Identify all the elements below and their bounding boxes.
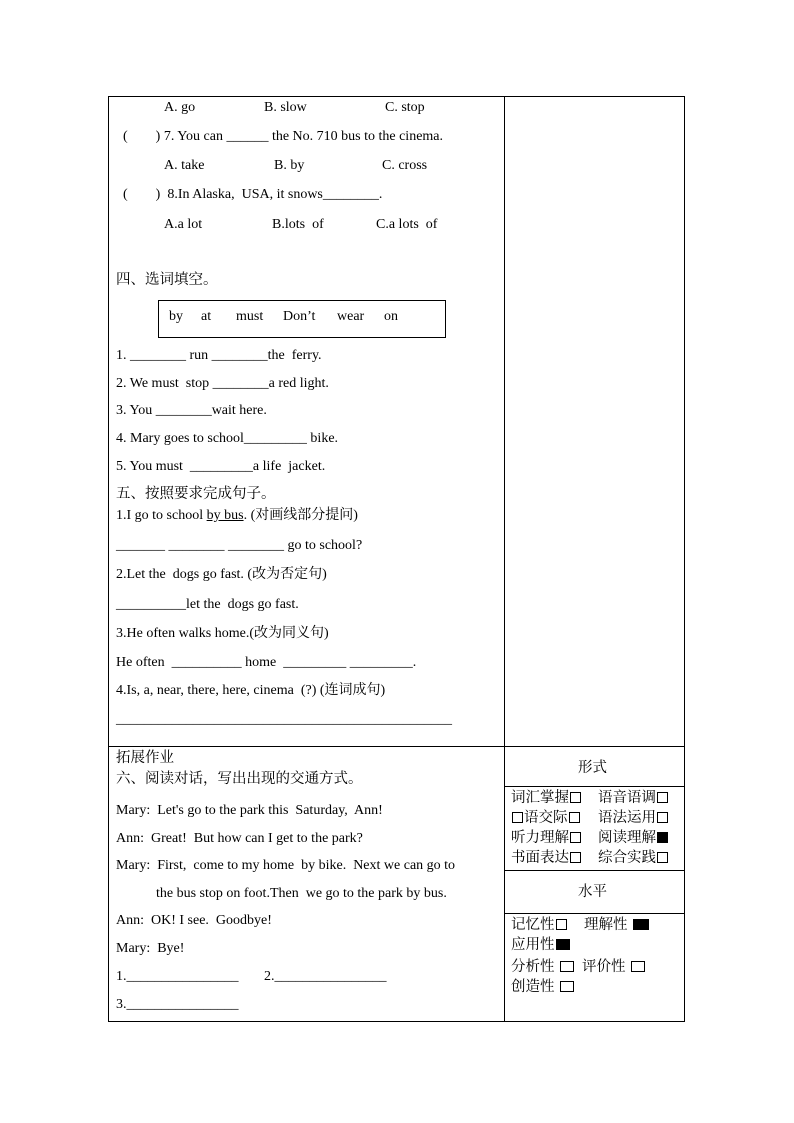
dialog-line: Mary: Let's go to the park this Saturday, Ann! [116, 803, 383, 818]
sentence-1-answer: _______ ________ ________ go to school? [116, 538, 363, 553]
sentence-4-answer: ________________________________________________ [116, 712, 452, 727]
word-bank-word: at [201, 309, 212, 324]
form-listening: 听力理解 [511, 831, 582, 846]
checkbox-checked-icon [657, 832, 668, 843]
level-divider [504, 913, 685, 914]
checkbox-icon [570, 792, 581, 803]
section5-title: 五、按照要求完成句子。 [116, 486, 276, 502]
checkbox-icon [556, 919, 567, 930]
q7-option-b: B. by [274, 158, 305, 173]
sentence-2-answer: __________let the dogs go fast. [116, 597, 299, 612]
q7-stem: ( ) 7. You can ______ the No. 710 bus to the cinema. [123, 129, 444, 144]
word-bank-word: by [169, 309, 183, 324]
sentence-1: 1.I go to school by bus. (对画线部分提问) [116, 508, 358, 523]
dialog-line: Ann: OK! I see. Goodbye! [116, 913, 272, 928]
checkbox-icon [631, 961, 645, 972]
form-divider-bottom [504, 870, 685, 871]
checkbox-icon [657, 852, 668, 863]
sentence-4: 4.Is, a, near, there, here, cinema (?) (连词成句) [116, 683, 386, 698]
section6-title: 六、阅读对话，写出出现的交通方式。 [116, 771, 363, 787]
form-divider-top [504, 786, 685, 787]
checkbox-icon [560, 961, 574, 972]
row-divider [108, 746, 685, 747]
fill-item-1: 1. ________ run ________the ferry. [116, 348, 322, 363]
form-grammar: 语法运用 [598, 811, 669, 826]
q7-option-c: C. cross [382, 158, 428, 173]
sentence-2: 2.Let the dogs go fast. (改为否定句) [116, 567, 327, 582]
q6-option-a: A. go [164, 100, 196, 115]
form-vocab: 词汇掌握 [511, 791, 582, 806]
fill-item-5: 5. You must _________a life jacket. [116, 459, 326, 474]
checkbox-icon [570, 852, 581, 863]
level-analysis: 分析性 [511, 960, 575, 975]
q8-stem: ( ) 8.In Alaska, USA, it snows________. [123, 187, 383, 202]
fill-item-3: 3. You ________wait here. [116, 403, 267, 418]
level-title: 水平 [578, 884, 607, 900]
word-bank-word: must [236, 309, 264, 324]
dialog-line: Mary: First, come to my home by bike. Next we can go to [116, 858, 456, 873]
section4-title: 四、选词填空。 [116, 272, 218, 288]
checkbox-icon [560, 981, 574, 992]
dialog-line: the bus stop on foot.Then we go to the park by bus. [156, 886, 447, 901]
checkbox-checked-icon [633, 919, 649, 930]
word-bank-word: Don’t [283, 309, 316, 324]
column-divider [504, 96, 505, 1022]
form-title: 形式 [578, 760, 607, 776]
level-application: 应用性 [511, 938, 571, 953]
checkbox-icon [657, 792, 668, 803]
level-understanding: 理解性 [584, 918, 650, 933]
answer-1: 1.________________ [116, 969, 239, 984]
sentence-3: 3.He often walks home.(改为同义句) [116, 626, 329, 641]
q7-option-a: A. take [164, 158, 205, 173]
sentence-3-answer: He often __________ home _________ _________. [116, 655, 417, 670]
extension-heading: 拓展作业 [116, 750, 174, 766]
q8-option-b: B.lots of [272, 217, 324, 232]
checkbox-icon [570, 832, 581, 843]
q6-option-b: B. slow [264, 100, 307, 115]
form-writing: 书面表达 [511, 851, 582, 866]
checkbox-icon [569, 812, 580, 823]
fill-item-4: 4. Mary goes to school_________ bike. [116, 431, 339, 446]
form-reading: 阅读理解 [598, 831, 669, 846]
level-evaluation: 评价性 [582, 960, 646, 975]
form-phonetics: 语音语调 [598, 791, 669, 806]
form-practice: 综合实践 [598, 851, 669, 866]
checkbox-icon [657, 812, 668, 823]
checkbox-checked-icon [556, 939, 570, 950]
level-memory: 记忆性 [511, 918, 568, 933]
word-bank-word: on [384, 309, 398, 324]
fill-item-2: 2. We must stop ________a red light. [116, 376, 329, 391]
checkbox-icon [512, 812, 523, 823]
q8-option-c: C.a lots of [376, 217, 438, 232]
q8-option-a: A.a lot [164, 217, 203, 232]
word-bank-word: wear [337, 309, 365, 324]
dialog-line: Ann: Great! But how can I get to the park? [116, 831, 363, 846]
answer-2: 2.________________ [264, 969, 387, 984]
answer-3: 3.________________ [116, 997, 239, 1012]
form-communication: 语交际 [511, 811, 581, 826]
q6-option-c: C. stop [385, 100, 425, 115]
level-creativity: 创造性 [511, 980, 575, 995]
dialog-line: Mary: Bye! [116, 941, 185, 956]
